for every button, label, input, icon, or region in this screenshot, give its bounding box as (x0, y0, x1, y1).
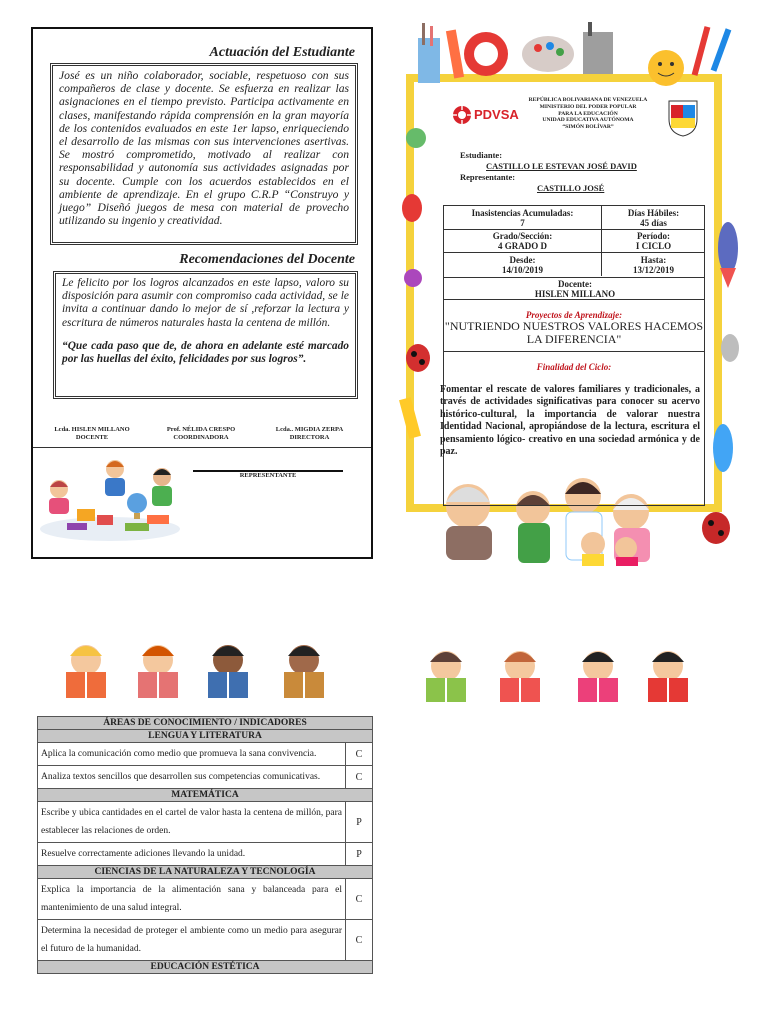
table-header: ÁREAS DE CONOCIMIENTO / INDICADORES (38, 717, 373, 730)
table-row: Aplica la comunicación como medio que promueva la sana convivencia. C (38, 743, 373, 766)
pdvsa-sun-icon (452, 105, 472, 125)
representante-name: CASTILLO JOSÉ (537, 183, 605, 193)
divider (33, 447, 371, 448)
recomendaciones-text: Le felicito por los logros alcanzados en este lapso, valoro su disposición para asumir con compromiso cada actividad, se le invita a continuar dando lo mejor de sí ,reforzar la lectura y escritura de números naturales hasta la centena de millón. (62, 277, 349, 329)
estudiante-label: Estudiante: (460, 150, 503, 160)
table-row: Resuelve correctamente adiciones llevando la unidad. P (38, 843, 373, 866)
kids-with-books-left (56, 640, 348, 702)
kids-reading-illustration (37, 457, 183, 543)
estudiante-name: CASTILLO LE ESTEVAN JOSÉ DAVID (486, 161, 637, 171)
table-row: Analiza textos sencillos que desarrollen sus competencias comunicativas. C (38, 766, 373, 789)
section-lengua: LENGUA Y LITERATURA (38, 730, 373, 743)
docente-cell: Docente: HISLEN MILLANO (534, 279, 616, 299)
actuacion-text: José es un niño colaborador, sociable, respetuoso con sus compañeros de clase y docente. Se esfuerza en realizar las asignaciones en el tiempo previsto. Participa activamente en clases, manifestando rápida comprensión en la gran mayoría de los contenidos evaluados en este 1er lapso, enriqueciendo el desarrollo de las mismas con sus intervenciones asertivas. Se mostró comprometido, motivado al realizar con responsabilidad y autonomía sus actividades asignadas por su docente. Cumple con los acuerdos establecidos en el ambiente de aprendizaje. En el grupo C.R.P “Construyo y juego” Diseñó juegos de mesa con material de provecho utilizando su ingenio y creatividad. (50, 63, 358, 245)
table-row: Determina la necesidad de proteger el ambiente como un medio para asegurar el futuro de la humanidad. C (38, 920, 373, 961)
recomendaciones-box (53, 271, 358, 399)
finalidad-text: Fomentar el rescate de valores familiares y tradicionales, a través de actividades significativas para conocer su acervo histórico-cultural, la importancia de valorar nuestra Identidad Nacional, apropiándose de la lectura, escritura el pensamiento lógico- creativo en una sociedad armónica y de paz. (440, 384, 700, 458)
proyecto-box (443, 300, 705, 352)
dias-cell: Días Hábiles: 45 días (627, 208, 680, 228)
desde-cell: Desde: 14/10/2019 (501, 255, 543, 275)
areas-table (37, 716, 373, 974)
recomendaciones-quote: “Que cada paso que de, de ahora en adelante esté marcado por las huellas del éxito, felicidades por sus logros”. (62, 339, 349, 366)
school-crest-icon (667, 97, 699, 137)
section-matematica: MATEMÁTICA (38, 789, 373, 802)
representante-label: REPRESENTANTE (239, 472, 297, 479)
grado-cell: Grado/Sección: 4 GRADO D (492, 231, 553, 251)
hasta-cell: Hasta: 13/12/2019 (632, 255, 674, 275)
section-ciencias: CIENCIAS DE LA NATURALEZA Y TECNOLOGÍA (38, 866, 373, 879)
proyectos-label: Proyectos de Aprendizaje: (525, 310, 623, 320)
finalidad-label: Finalidad del Ciclo: (536, 362, 612, 372)
inasistencias-cell: Inasistencias Acumuladas: 7 (471, 208, 574, 228)
section-estetica: EDUCACIÓN ESTÉTICA (38, 961, 373, 974)
pdvsa-logo (452, 104, 520, 126)
table-row: Escribe y ubica cantidades en el cartel de valor hasta la centena de millón, para establecer las relaciones de orden. P (38, 802, 373, 843)
signature-directora: Lcda.. MIGDIA ZERPA DIRECTORA (275, 426, 344, 441)
kids-with-books-right (418, 646, 700, 706)
signature-docente: Lcda. HISLEN MILLANO DOCENTE (54, 426, 130, 441)
signature-coordinadora: Prof. NÉLIDA CRESPO COORDINADORA (166, 426, 236, 441)
representante-field-label: Representante: (460, 172, 516, 182)
pdvsa-text: PDVSA (474, 107, 519, 122)
recomendaciones-title: Recomendaciones del Docente (179, 252, 355, 267)
table-row: Explica la importancia de la alimentación sana y balanceada para el mantenimiento de una salud integral. C (38, 879, 373, 920)
left-panel (31, 27, 373, 559)
info-grid (443, 205, 705, 300)
institution-header: REPÚBLICA BOLIVARIANA DE VENEZUELA MINISTERIO DEL PODER POPULAR PARA LA EDUCACIÓN UNIDAD EDUCATIVA AUTÓNOMA “SIMÓN BOLÍVAR” (528, 97, 648, 131)
periodo-cell: Período: I CICLO (635, 231, 672, 251)
proyecto-title: "NUTRIENDO NUESTROS VALORES HACEMOS LA DIFERENCIA" (444, 319, 704, 346)
actuacion-title: Actuación del Estudiante (209, 45, 355, 60)
